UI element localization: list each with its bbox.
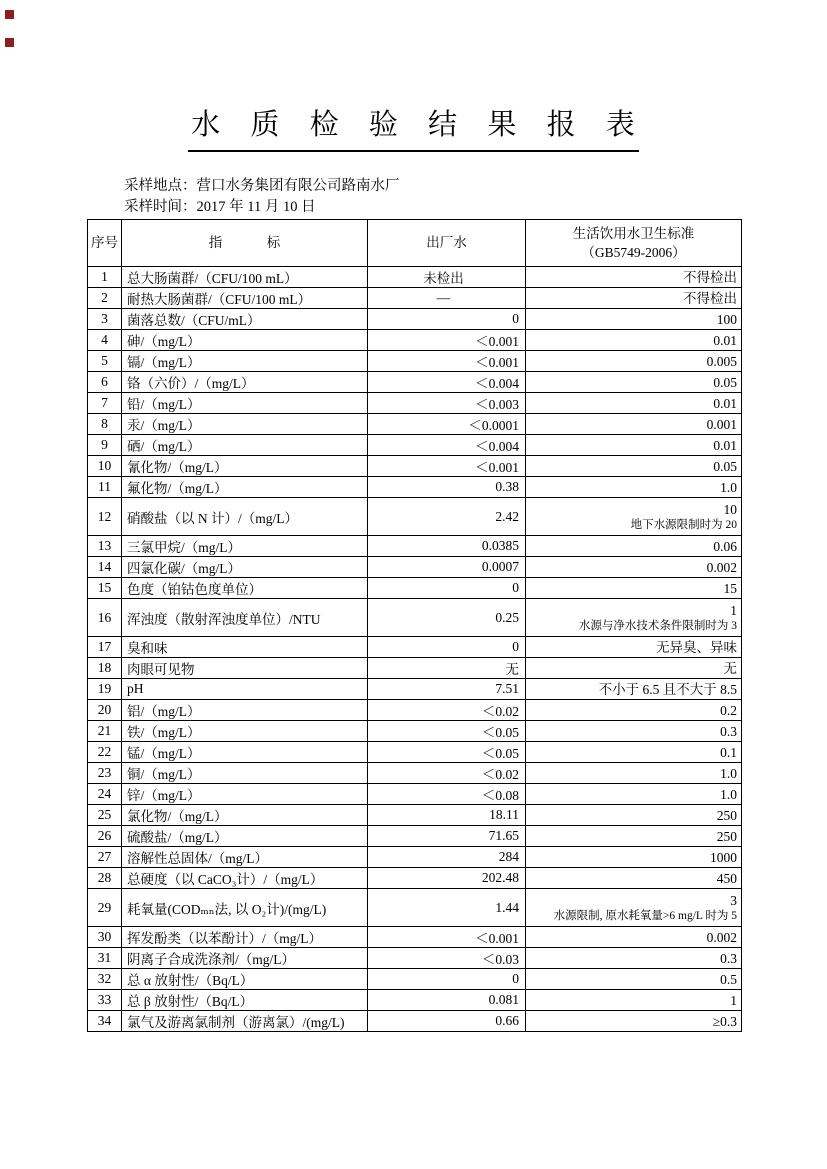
row-number: 19 [88,679,122,700]
standard-line1: 无异臭、异味 [656,639,737,655]
table-row [88,889,742,927]
table-row [88,948,742,969]
row-number: 8 [88,414,122,435]
indicator-name: pH [122,679,368,700]
plant-water-value: 0 [368,309,526,330]
sampling-location-value: 营口水务集团有限公司路南水厂 [196,178,400,194]
plant-water-value: 0.081 [368,990,526,1011]
standard-line1: 不小于 6.5 且不大于 8.5 [598,681,737,697]
plant-water-value: 202.48 [368,868,526,889]
standard-value [526,700,742,721]
indicator-name: 砷/（mg/L） [122,330,368,351]
water-quality-table [87,219,742,1032]
standard-value [526,557,742,578]
plant-water-value: ＜0.02 [368,763,526,784]
standard-line1: 不得检出 [683,290,737,306]
page-title: 水 质 检 验 结 果 报 表 [188,102,639,152]
standard-line1: 0.3 [720,723,737,739]
standard-value [526,679,742,700]
standard-line2: 水源与净水技术条件限制时为 3 [578,619,737,632]
row-number: 16 [88,599,122,637]
table-row [88,658,742,679]
sampling-info [124,176,400,218]
standard-line1: 1 [730,602,737,618]
standard-line1: 0.01 [713,437,737,453]
sampling-time-label: 采样时间： [124,199,197,215]
sampling-location-line [124,176,400,197]
plant-water-value: 未检出 [368,267,526,288]
standard-line1: 0.5 [720,971,737,987]
standard-line1: 0.01 [713,395,737,411]
plant-water-value: ＜0.02 [368,700,526,721]
plant-water-value: 0.66 [368,1011,526,1032]
indicator-name: 氟化物/（mg/L） [122,477,368,498]
standard-line1: 无 [723,660,737,676]
indicator-name: 铬（六价）/（mg/L） [122,372,368,393]
table-row [88,372,742,393]
standard-line1: 0.01 [713,332,737,348]
table-row [88,351,742,372]
standard-value [526,948,742,969]
plant-water-value: ＜0.0001 [368,414,526,435]
table-row [88,927,742,948]
standard-line1: 100 [716,311,737,327]
standard-line1: 250 [716,807,737,823]
standard-line1: 1.0 [720,765,737,781]
plant-water-value: ＜0.001 [368,351,526,372]
table-row [88,1011,742,1032]
table-row [88,637,742,658]
table-row [88,498,742,536]
indicator-name: 总 α 放射性/（Bq/L） [122,969,368,990]
indicator-name: 铝/（mg/L） [122,700,368,721]
standard-value [526,536,742,557]
standard-value [526,477,742,498]
standard-line1: 0.1 [720,744,737,760]
plant-water-value: ＜0.001 [368,330,526,351]
standard-line1: 0.05 [713,374,737,390]
standard-line1: 0.005 [706,353,737,369]
standard-value [526,927,742,948]
row-number: 21 [88,721,122,742]
plant-water-value: 0 [368,637,526,658]
standard-value [526,393,742,414]
table-row [88,330,742,351]
row-number: 31 [88,948,122,969]
row-number: 34 [88,1011,122,1032]
standard-line1: 1.0 [720,479,737,495]
row-number: 26 [88,826,122,847]
indicator-name: 肉眼可见物 [122,658,368,679]
standard-line2: 水源限制, 原水耗氧量>6 mg/L 时为 5 [553,909,737,922]
plant-water-value: ＜0.03 [368,948,526,969]
row-number: 25 [88,805,122,826]
standard-line2: 地下水源限制时为 20 [630,518,737,531]
standard-value [526,578,742,599]
standard-line1: 0.001 [706,416,737,432]
indicator-name: 硒/（mg/L） [122,435,368,456]
plant-water-value: ＜0.05 [368,721,526,742]
standard-header-line2: （GB5749-2006） [581,245,686,260]
standard-value [526,372,742,393]
plant-water-value: ＜0.001 [368,927,526,948]
indicator-name: 总大肠菌群/（CFU/100 mL） [122,267,368,288]
standard-value [526,969,742,990]
standard-value [526,847,742,868]
row-number: 32 [88,969,122,990]
table-row [88,536,742,557]
indicator-name: 铅/（mg/L） [122,393,368,414]
sampling-location-label: 采样地点： [124,178,197,194]
row-number: 7 [88,393,122,414]
indicator-name: 四氯化碳/（mg/L） [122,557,368,578]
column-header-plant-water: 出厂水 [368,220,526,267]
plant-water-value: ＜0.05 [368,742,526,763]
indicator-name: 三氯甲烷/（mg/L） [122,536,368,557]
indicator-name: 氯气及游离氯制剂（游离氯）/(mg/L) [122,1011,368,1032]
plant-water-value: 0 [368,969,526,990]
row-number: 15 [88,578,122,599]
standard-line1: 1.0 [720,786,737,802]
standard-line1: 1000 [710,849,737,865]
row-number: 33 [88,990,122,1011]
indicator-name: 挥发酚类（以苯酚计）/（mg/L） [122,927,368,948]
standard-value [526,889,742,927]
plant-water-value: 0 [368,578,526,599]
plant-water-value: ＜0.08 [368,784,526,805]
table-row [88,990,742,1011]
plant-water-value: ＜0.003 [368,393,526,414]
table-row [88,868,742,889]
plant-water-value: 71.65 [368,826,526,847]
table-row [88,456,742,477]
standard-line1: 0.002 [706,559,737,575]
standard-value [526,309,742,330]
indicator-name: 锌/（mg/L） [122,784,368,805]
plant-water-value: 2.42 [368,498,526,536]
indicator-name: 硫酸盐/（mg/L） [122,826,368,847]
table-row [88,721,742,742]
table-row [88,700,742,721]
table-row [88,267,742,288]
column-header-no: 序号 [88,220,122,267]
row-number: 9 [88,435,122,456]
standard-header-line1: 生活饮用水卫生标准 [572,226,695,241]
table-row [88,578,742,599]
sampling-time-value: 2017 年 11 月 10 日 [196,199,316,215]
standard-value [526,990,742,1011]
indicator-name: 镉/（mg/L） [122,351,368,372]
plant-water-value: 无 [368,658,526,679]
row-number: 5 [88,351,122,372]
table-row [88,826,742,847]
standard-line1: 1 [730,992,737,1008]
standard-value [526,826,742,847]
indicator-name: 铜/（mg/L） [122,763,368,784]
indicator-name: 氯化物/（mg/L） [122,805,368,826]
row-number: 11 [88,477,122,498]
standard-value [526,456,742,477]
indicator-name: 浑浊度（散射浑浊度单位）/NTU [122,599,368,637]
standard-line1: 0.06 [713,538,737,554]
row-number: 13 [88,536,122,557]
row-number: 30 [88,927,122,948]
plant-water-value: 0.0007 [368,557,526,578]
page-title-wrap [0,102,827,152]
corner-mark-2 [5,38,14,47]
standard-line1: 250 [716,828,737,844]
standard-value [526,351,742,372]
table-row [88,742,742,763]
table-row [88,309,742,330]
column-header-standard [526,220,742,267]
standard-line1: ≥0.3 [712,1013,737,1029]
standard-value [526,330,742,351]
table-row [88,288,742,309]
table-row [88,435,742,456]
standard-line1: 3 [730,892,737,908]
row-number: 18 [88,658,122,679]
standard-line1: 0.2 [720,702,737,718]
table-row [88,393,742,414]
row-number: 28 [88,868,122,889]
indicator-name: 色度（铂钴色度单位） [122,578,368,599]
row-number: 27 [88,847,122,868]
row-number: 22 [88,742,122,763]
indicator-name: 阴离子合成洗涤剂/（mg/L） [122,948,368,969]
indicator-name: 汞/（mg/L） [122,414,368,435]
standard-value [526,742,742,763]
row-number: 3 [88,309,122,330]
table-row [88,599,742,637]
table-row [88,477,742,498]
indicator-name: 菌落总数/（CFU/mL） [122,309,368,330]
column-header-indicator: 指标 [122,220,368,267]
table-row [88,805,742,826]
indicator-name: 总 β 放射性/（Bq/L） [122,990,368,1011]
plant-water-value: ＜0.001 [368,456,526,477]
row-number: 1 [88,267,122,288]
plant-water-value: 18.11 [368,805,526,826]
indicator-name: 硝酸盐（以 N 计）/（mg/L） [122,498,368,536]
standard-line1: 0.3 [720,950,737,966]
table-row [88,557,742,578]
standard-value [526,868,742,889]
indicator-name: 溶解性总固体/（mg/L） [122,847,368,868]
row-number: 20 [88,700,122,721]
plant-water-value: 0.25 [368,599,526,637]
table-header-row [88,220,742,267]
table-row [88,969,742,990]
row-number: 23 [88,763,122,784]
plant-water-value: 0.38 [368,477,526,498]
indicator-name: 耐热大肠菌群/（CFU/100 mL） [122,288,368,309]
row-number: 17 [88,637,122,658]
plant-water-value: 7.51 [368,679,526,700]
indicator-name: 臭和味 [122,637,368,658]
row-number: 10 [88,456,122,477]
row-number: 14 [88,557,122,578]
plant-water-value: ＜0.004 [368,372,526,393]
standard-value [526,784,742,805]
standard-line1: 0.05 [713,458,737,474]
plant-water-value: — [368,288,526,309]
sampling-time-line [124,197,400,218]
standard-line1: 0.002 [706,929,737,945]
indicator-name: 耗氧量(CODₘₙ法, 以 O₂计)/(mg/L) [122,889,368,927]
indicator-name: 铁/（mg/L） [122,721,368,742]
row-number: 24 [88,784,122,805]
standard-value [526,763,742,784]
standard-value [526,414,742,435]
table-row [88,784,742,805]
row-number: 6 [88,372,122,393]
row-number: 4 [88,330,122,351]
table-row [88,763,742,784]
row-number: 2 [88,288,122,309]
standard-value [526,498,742,536]
standard-value [526,1011,742,1032]
standard-line1: 不得检出 [683,269,737,285]
row-number: 12 [88,498,122,536]
plant-water-value: 1.44 [368,889,526,927]
table-row [88,679,742,700]
standard-line1: 450 [716,870,737,886]
standard-value [526,637,742,658]
standard-value [526,721,742,742]
plant-water-value: 284 [368,847,526,868]
corner-mark-1 [5,10,14,19]
standard-line1: 15 [723,580,737,596]
table-row [88,847,742,868]
standard-value [526,805,742,826]
table-row [88,414,742,435]
row-number: 29 [88,889,122,927]
indicator-name: 氰化物/（mg/L） [122,456,368,477]
standard-value [526,288,742,309]
standard-value [526,267,742,288]
indicator-name: 总硬度（以 CaCO₃计）/（mg/L） [122,868,368,889]
indicator-name: 锰/（mg/L） [122,742,368,763]
plant-water-value: ＜0.004 [368,435,526,456]
plant-water-value: 0.0385 [368,536,526,557]
standard-line1: 10 [723,501,737,517]
standard-value [526,658,742,679]
standard-value [526,435,742,456]
standard-value [526,599,742,637]
